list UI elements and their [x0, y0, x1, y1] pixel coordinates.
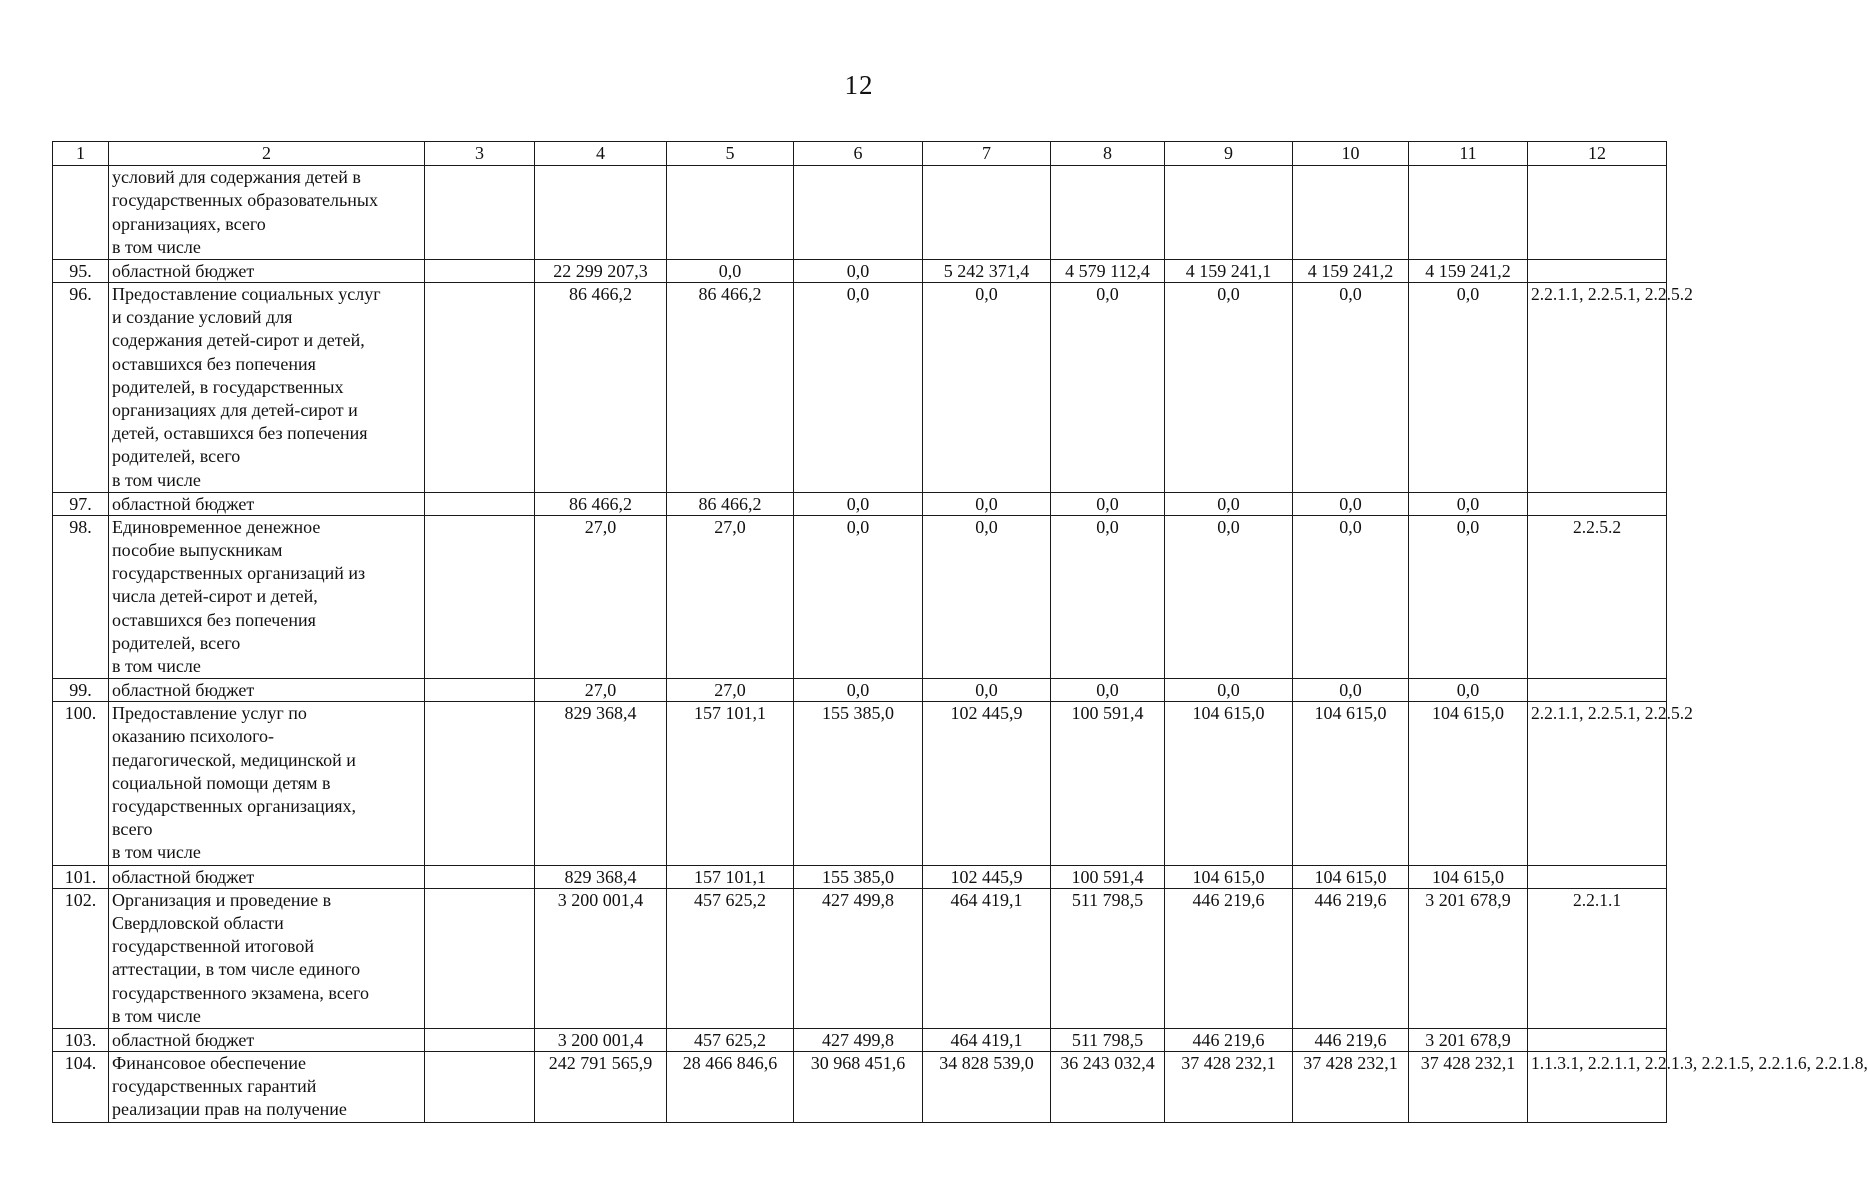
- value-cell: 511 798,5: [1051, 1028, 1165, 1051]
- value-cell: 37 428 232,1: [1293, 1051, 1409, 1122]
- item-name-line: в том числе: [112, 236, 201, 257]
- item-name-cell: [109, 702, 425, 865]
- value-cell: 36 243 032,4: [1051, 1051, 1165, 1122]
- table-row: [53, 679, 1667, 702]
- value-cell: 104 615,0: [1165, 702, 1293, 865]
- value-cell: 0,0: [1165, 515, 1293, 678]
- value-cell: 30 968 451,6: [794, 1051, 923, 1122]
- item-name-line: областной бюджет: [112, 1029, 255, 1050]
- value-cell: 27,0: [667, 515, 794, 678]
- value-cell: 0,0: [1409, 283, 1528, 493]
- column-header: 1: [53, 142, 109, 166]
- item-name-line: государственных гарантий: [112, 1076, 317, 1097]
- column-3-cell: [425, 492, 535, 515]
- table-row: [53, 166, 1667, 260]
- value-cell: 0,0: [1293, 515, 1409, 678]
- value-cell: [1165, 166, 1293, 260]
- value-cell: 0,0: [1051, 679, 1165, 702]
- value-cell: 157 101,1: [667, 702, 794, 865]
- item-name-line: содержания детей-сирот и детей,: [112, 330, 365, 351]
- column-header: 3: [425, 142, 535, 166]
- item-name-line: областной бюджет: [112, 261, 255, 282]
- value-cell: 0,0: [923, 492, 1051, 515]
- value-cell: 27,0: [535, 679, 667, 702]
- row-number-cell: 102.: [53, 888, 109, 1028]
- row-number-cell: 101.: [53, 865, 109, 888]
- item-name-line: в том числе: [112, 842, 201, 863]
- value-cell: 27,0: [535, 515, 667, 678]
- item-name-cell: [109, 1051, 425, 1122]
- value-cell: 0,0: [794, 515, 923, 678]
- item-name-cell: [109, 492, 425, 515]
- value-cell: 0,0: [1409, 492, 1528, 515]
- value-cell: 464 419,1: [923, 1028, 1051, 1051]
- column-header: 8: [1051, 142, 1165, 166]
- value-cell: 0,0: [1051, 283, 1165, 493]
- value-cell: 0,0: [1165, 679, 1293, 702]
- value-cell: [667, 166, 794, 260]
- item-name-line: областной бюджет: [112, 493, 255, 514]
- item-name-line: областной бюджет: [112, 680, 255, 701]
- value-cell: 155 385,0: [794, 702, 923, 865]
- value-cell: [794, 166, 923, 260]
- table-row: [53, 888, 1667, 1028]
- value-cell: [1051, 166, 1165, 260]
- item-name-line: государственных образовательных: [112, 190, 378, 211]
- value-cell: 446 219,6: [1165, 888, 1293, 1028]
- table-row: [53, 283, 1667, 493]
- value-cell: 0,0: [1165, 492, 1293, 515]
- row-number-cell: 97.: [53, 492, 109, 515]
- value-cell: 104 615,0: [1409, 702, 1528, 865]
- item-name-line: педагогической, медицинской и: [112, 749, 356, 770]
- item-name-line: всего: [112, 819, 153, 840]
- reference-cell: [1528, 260, 1667, 283]
- value-cell: 0,0: [1293, 679, 1409, 702]
- value-cell: [1293, 166, 1409, 260]
- value-cell: 0,0: [923, 283, 1051, 493]
- value-cell: 446 219,6: [1293, 888, 1409, 1028]
- value-cell: 3 200 001,4: [535, 888, 667, 1028]
- value-cell: 37 428 232,1: [1165, 1051, 1293, 1122]
- value-cell: 0,0: [794, 679, 923, 702]
- value-cell: 0,0: [1409, 515, 1528, 678]
- value-cell: 242 791 565,9: [535, 1051, 667, 1122]
- value-cell: 0,0: [794, 260, 923, 283]
- reference-cell: [1528, 679, 1667, 702]
- column-3-cell: [425, 865, 535, 888]
- column-3-cell: [425, 1051, 535, 1122]
- column-header: 12: [1528, 142, 1667, 166]
- item-name-line: организациях, всего: [112, 213, 266, 234]
- value-cell: 155 385,0: [794, 865, 923, 888]
- value-cell: 22 299 207,3: [535, 260, 667, 283]
- item-name-line: Финансовое обеспечение: [112, 1052, 307, 1073]
- value-cell: 0,0: [667, 260, 794, 283]
- item-name-line: условий для содержания детей в: [112, 167, 361, 188]
- item-name-line: государственных организациях,: [112, 796, 357, 817]
- value-cell: 829 368,4: [535, 865, 667, 888]
- item-name-line: государственного экзамена, всего: [112, 982, 369, 1003]
- value-cell: 4 159 241,2: [1409, 260, 1528, 283]
- column-header: 7: [923, 142, 1051, 166]
- column-header: 5: [667, 142, 794, 166]
- row-number-cell: 104.: [53, 1051, 109, 1122]
- value-cell: 0,0: [1293, 492, 1409, 515]
- value-cell: 0,0: [1165, 283, 1293, 493]
- item-name-line: Предоставление социальных услуг: [112, 284, 381, 305]
- reference-cell: 2.2.1.1, 2.2.5.1, 2.2.5.2: [1528, 283, 1667, 493]
- value-cell: 28 466 846,6: [667, 1051, 794, 1122]
- item-name-line: реализации прав на получение: [112, 1099, 347, 1120]
- column-3-cell: [425, 166, 535, 260]
- value-cell: 4 159 241,1: [1165, 260, 1293, 283]
- item-name-cell: [109, 166, 425, 260]
- value-cell: 0,0: [923, 679, 1051, 702]
- value-cell: 446 219,6: [1165, 1028, 1293, 1051]
- value-cell: 37 428 232,1: [1409, 1051, 1528, 1122]
- value-cell: 457 625,2: [667, 1028, 794, 1051]
- item-name-cell: [109, 1028, 425, 1051]
- reference-cell: [1528, 492, 1667, 515]
- item-name-line: организациях для детей-сирот и: [112, 400, 358, 421]
- value-cell: 427 499,8: [794, 1028, 923, 1051]
- value-cell: 3 200 001,4: [535, 1028, 667, 1051]
- column-3-cell: [425, 888, 535, 1028]
- value-cell: 100 591,4: [1051, 702, 1165, 865]
- row-number-cell: 103.: [53, 1028, 109, 1051]
- value-cell: 86 466,2: [667, 492, 794, 515]
- table-row: [53, 1028, 1667, 1051]
- table-row: [53, 702, 1667, 865]
- value-cell: 86 466,2: [667, 283, 794, 493]
- value-cell: 0,0: [923, 515, 1051, 678]
- row-number-cell: 100.: [53, 702, 109, 865]
- value-cell: 104 615,0: [1409, 865, 1528, 888]
- item-name-line: Организация и проведение в: [112, 889, 332, 910]
- value-cell: 34 828 539,0: [923, 1051, 1051, 1122]
- item-name-line: оставшихся без попечения: [112, 609, 316, 630]
- value-cell: 102 445,9: [923, 865, 1051, 888]
- value-cell: 829 368,4: [535, 702, 667, 865]
- item-name-line: аттестации, в том числе единого: [112, 959, 361, 980]
- reference-cell: [1528, 1028, 1667, 1051]
- column-header: 6: [794, 142, 923, 166]
- value-cell: 0,0: [1409, 679, 1528, 702]
- item-name-line: Свердловской области: [112, 912, 284, 933]
- column-3-cell: [425, 515, 535, 678]
- item-name-line: Предоставление услуг по: [112, 703, 307, 724]
- column-header: 11: [1409, 142, 1528, 166]
- item-name-line: и создание условий для: [112, 307, 293, 328]
- item-name-cell: [109, 888, 425, 1028]
- value-cell: [535, 166, 667, 260]
- reference-cell: 1.1.3.1, 2.2.1.1, 2.2.1.3, 2.2.1.5, 2.2.1.6, 2.2.1.8,: [1528, 1051, 1667, 1122]
- item-name-line: пособие выпускникам: [112, 540, 283, 561]
- table-row: [53, 1051, 1667, 1122]
- item-name-line: числа детей-сирот и детей,: [112, 586, 318, 607]
- item-name-line: государственных организаций из: [112, 563, 366, 584]
- row-number-cell: 96.: [53, 283, 109, 493]
- value-cell: [923, 166, 1051, 260]
- column-3-cell: [425, 679, 535, 702]
- column-header: 10: [1293, 142, 1409, 166]
- column-3-cell: [425, 283, 535, 493]
- item-name-line: государственной итоговой: [112, 936, 314, 957]
- value-cell: 3 201 678,9: [1409, 888, 1528, 1028]
- item-name-line: оказанию психолого-: [112, 726, 275, 747]
- table-body: [53, 166, 1868, 1122]
- reference-cell: 2.2.1.1: [1528, 888, 1667, 1028]
- value-cell: 102 445,9: [923, 702, 1051, 865]
- value-cell: 427 499,8: [794, 888, 923, 1028]
- value-cell: 511 798,5: [1051, 888, 1165, 1028]
- page-number: 12: [844, 70, 874, 100]
- column-3-cell: [425, 1028, 535, 1051]
- table-row: [53, 492, 1667, 515]
- value-cell: 0,0: [1293, 283, 1409, 493]
- column-header: 4: [535, 142, 667, 166]
- table-row: [53, 515, 1667, 678]
- item-name-line: Единовременное денежное: [112, 516, 321, 537]
- reference-cell: 2.2.5.2: [1528, 515, 1667, 678]
- value-cell: 86 466,2: [535, 492, 667, 515]
- value-cell: 0,0: [794, 492, 923, 515]
- item-name-line: в том числе: [112, 1005, 201, 1026]
- item-name-line: родителей, всего: [112, 446, 241, 467]
- value-cell: 446 219,6: [1293, 1028, 1409, 1051]
- value-cell: 104 615,0: [1293, 702, 1409, 865]
- value-cell: 4 159 241,2: [1293, 260, 1409, 283]
- column-3-cell: [425, 260, 535, 283]
- item-name-line: в том числе: [112, 469, 201, 490]
- reference-cell: 2.2.1.1, 2.2.5.1, 2.2.5.2: [1528, 702, 1667, 865]
- column-header: 9: [1165, 142, 1293, 166]
- row-number-cell: 95.: [53, 260, 109, 283]
- item-name-cell: [109, 865, 425, 888]
- value-cell: 157 101,1: [667, 865, 794, 888]
- row-number-cell: [53, 166, 109, 260]
- item-name-cell: [109, 679, 425, 702]
- value-cell: 5 242 371,4: [923, 260, 1051, 283]
- value-cell: 0,0: [794, 283, 923, 493]
- item-name-line: детей, оставшихся без попечения: [112, 423, 368, 444]
- item-name-line: в том числе: [112, 656, 201, 677]
- value-cell: 100 591,4: [1051, 865, 1165, 888]
- value-cell: 104 615,0: [1293, 865, 1409, 888]
- value-cell: 457 625,2: [667, 888, 794, 1028]
- item-name-line: родителей, в государственных: [112, 376, 344, 397]
- column-header: 2: [109, 142, 425, 166]
- row-number-cell: 98.: [53, 515, 109, 678]
- value-cell: 86 466,2: [535, 283, 667, 493]
- budget-table: [52, 141, 1868, 1123]
- table-row: [53, 865, 1667, 888]
- item-name-line: социальной помощи детям в: [112, 772, 331, 793]
- item-name-cell: [109, 283, 425, 493]
- item-name-line: оставшихся без попечения: [112, 353, 316, 374]
- value-cell: 0,0: [1051, 492, 1165, 515]
- value-cell: 27,0: [667, 679, 794, 702]
- column-3-cell: [425, 702, 535, 865]
- item-name-cell: [109, 260, 425, 283]
- value-cell: 0,0: [1051, 515, 1165, 678]
- value-cell: 104 615,0: [1165, 865, 1293, 888]
- table-row: [53, 260, 1667, 283]
- row-number-cell: 99.: [53, 679, 109, 702]
- item-name-line: родителей, всего: [112, 632, 241, 653]
- item-name-line: областной бюджет: [112, 866, 255, 887]
- value-cell: 3 201 678,9: [1409, 1028, 1528, 1051]
- value-cell: 464 419,1: [923, 888, 1051, 1028]
- reference-cell: [1528, 865, 1667, 888]
- item-name-cell: [109, 515, 425, 678]
- value-cell: 4 579 112,4: [1051, 260, 1165, 283]
- column-number-row: [53, 142, 1667, 166]
- reference-cell: [1528, 166, 1667, 260]
- value-cell: [1409, 166, 1528, 260]
